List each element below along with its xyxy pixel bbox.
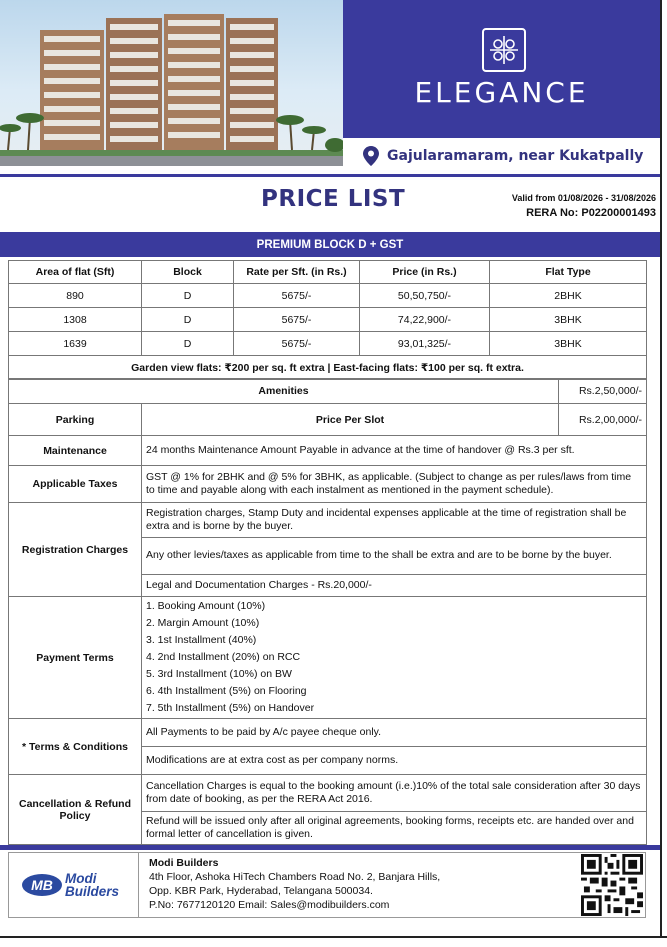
cancellation-row — [9, 775, 647, 812]
list-item: 1. Booking Amount (10%) — [146, 600, 266, 612]
mb-logo-mark: MB — [22, 874, 62, 896]
maintenance-text: 24 months Maintenance Amount Payable in advance at the time of handover @ Rs.3 per sft. — [142, 436, 647, 466]
column-header: Rate per Sft. (in Rs.) — [234, 261, 360, 284]
list-item: 6. 4th Installment (5%) on Flooring — [146, 685, 307, 697]
flat-extras-note: Garden view flats: ₹200 per sq. ft extra | East-facing flats: ₹100 per sq. ft extra. — [9, 356, 647, 380]
address-line: Opp. KBR Park, Hyderabad, Telangana 500034. — [149, 885, 373, 897]
taxes-label: Applicable Taxes — [9, 466, 142, 503]
parking-desc: Price Per Slot — [142, 404, 559, 436]
registration-item: Any other levies/taxes as applicable from time to the shall be extra and are to be borne by the buyer. — [142, 538, 647, 575]
payment-terms-row — [9, 597, 647, 719]
table-cell: 1308 — [9, 308, 142, 332]
payment-terms-list — [142, 597, 647, 719]
location-text: Gajularamaram, near Kukatpally — [387, 148, 644, 164]
table-cell: 50,50,750/- — [360, 284, 490, 308]
contact-line: P.No: 7677120120 Email: Sales@modibuilders.com — [149, 899, 390, 911]
amenities-row — [9, 379, 647, 404]
company-address — [149, 856, 440, 912]
elegance-logo-icon — [482, 28, 526, 72]
table-cell: D — [142, 284, 234, 308]
table-cell: 5675/- — [234, 332, 360, 356]
maintenance-label: Maintenance — [9, 436, 142, 466]
table-row — [9, 332, 647, 356]
list-item: 4. 2nd Installment (20%) on RCC — [146, 651, 301, 663]
page-edge-bottom — [0, 936, 667, 938]
payment-terms-label: Payment Terms — [9, 597, 142, 719]
logo-line: Modi — [65, 871, 97, 886]
column-header: Block — [142, 261, 234, 284]
rera-number: RERA No: P02200001493 — [526, 207, 656, 219]
logo-wordmark — [65, 872, 119, 898]
table-cell: 74,22,900/- — [360, 308, 490, 332]
modi-builders-logo — [8, 852, 139, 918]
page-title: PRICE LIST — [261, 186, 406, 212]
terms-item: Modifications are at extra cost as per company norms. — [142, 747, 647, 775]
page-edge-right — [660, 0, 662, 938]
building-rendering-image — [0, 0, 343, 166]
taxes-text: GST @ 1% for 2BHK and @ 5% for 3BHK, as applicable. (Subject to change as per rules/laws from time to time and payable along with each instalment as mentioned in the payment schedule). — [142, 466, 647, 503]
company-name: Modi Builders — [149, 857, 219, 869]
list-item: 3. 1st Installment (40%) — [146, 634, 257, 646]
table-row — [9, 284, 647, 308]
parking-label: Parking — [9, 404, 142, 436]
table-cell: 5675/- — [234, 308, 360, 332]
brand-name: ELEGANCE — [414, 76, 589, 109]
registration-item: Registration charges, Stamp Duty and incidental expenses applicable at the time of registration shall be extra and is borne by the buyer. — [142, 503, 647, 538]
column-header: Flat Type — [490, 261, 647, 284]
terms-item: All Payments to be paid by A/c payee cheque only. — [142, 719, 647, 747]
list-item: 5. 3rd Installment (10%) on BW — [146, 668, 292, 680]
cancellation-label: Cancellation & Refund Policy — [9, 775, 142, 845]
parking-row — [9, 404, 647, 436]
table-cell: 3BHK — [490, 332, 647, 356]
cancellation-item: Cancellation Charges is equal to the booking amount (i.e.)10% of the total sale consideration after 30 days from date of booking, as per the RERA Act 2016. — [142, 775, 647, 812]
charges-table — [8, 378, 647, 845]
terms-label: * Terms & Conditions — [9, 719, 142, 775]
location-pin-icon — [363, 146, 379, 166]
flat-extras-note-row — [9, 356, 647, 380]
location-bar — [343, 138, 660, 174]
qr-code-icon — [581, 854, 643, 916]
registration-item: Legal and Documentation Charges - Rs.20,000/- — [142, 575, 647, 597]
address-line: 4th Floor, Ashoka HiTech Chambers Road No. 2, Banjara Hills, — [149, 871, 441, 883]
cancellation-item: Refund will be issued only after all original agreements, booking forms, receipts etc. are handed over and formal letter of cancellation is given. — [142, 812, 647, 845]
registration-row — [9, 503, 647, 538]
amenities-value: Rs.2,50,000/- — [559, 379, 647, 404]
table-cell: 93,01,325/- — [360, 332, 490, 356]
list-item: 2. Margin Amount (10%) — [146, 617, 260, 629]
parking-value: Rs.2,00,000/- — [559, 404, 647, 436]
footer-divider — [0, 845, 660, 850]
header-divider — [0, 174, 660, 177]
table-cell: 2BHK — [490, 284, 647, 308]
amenities-label: Amenities — [9, 379, 559, 404]
column-header: Area of flat (Sft) — [9, 261, 142, 284]
brand-panel — [343, 0, 660, 138]
table-header-row — [9, 261, 647, 284]
validity-text: Valid from 01/08/2026 - 31/08/2026 — [511, 193, 656, 203]
block-title: PREMIUM BLOCK D + GST — [0, 232, 660, 257]
terms-row — [9, 719, 647, 747]
list-item: 7. 5th Installment (5%) on Handover — [146, 702, 315, 714]
table-cell: 3BHK — [490, 308, 647, 332]
maintenance-row — [9, 436, 647, 466]
column-header: Price (in Rs.) — [360, 261, 490, 284]
table-row — [9, 308, 647, 332]
table-cell: 5675/- — [234, 284, 360, 308]
registration-label: Registration Charges — [9, 503, 142, 597]
table-cell: 1639 — [9, 332, 142, 356]
table-cell: D — [142, 332, 234, 356]
table-cell: D — [142, 308, 234, 332]
taxes-row — [9, 466, 647, 503]
flat-price-table — [8, 260, 647, 380]
logo-line: Builders — [65, 884, 120, 899]
table-cell: 890 — [9, 284, 142, 308]
